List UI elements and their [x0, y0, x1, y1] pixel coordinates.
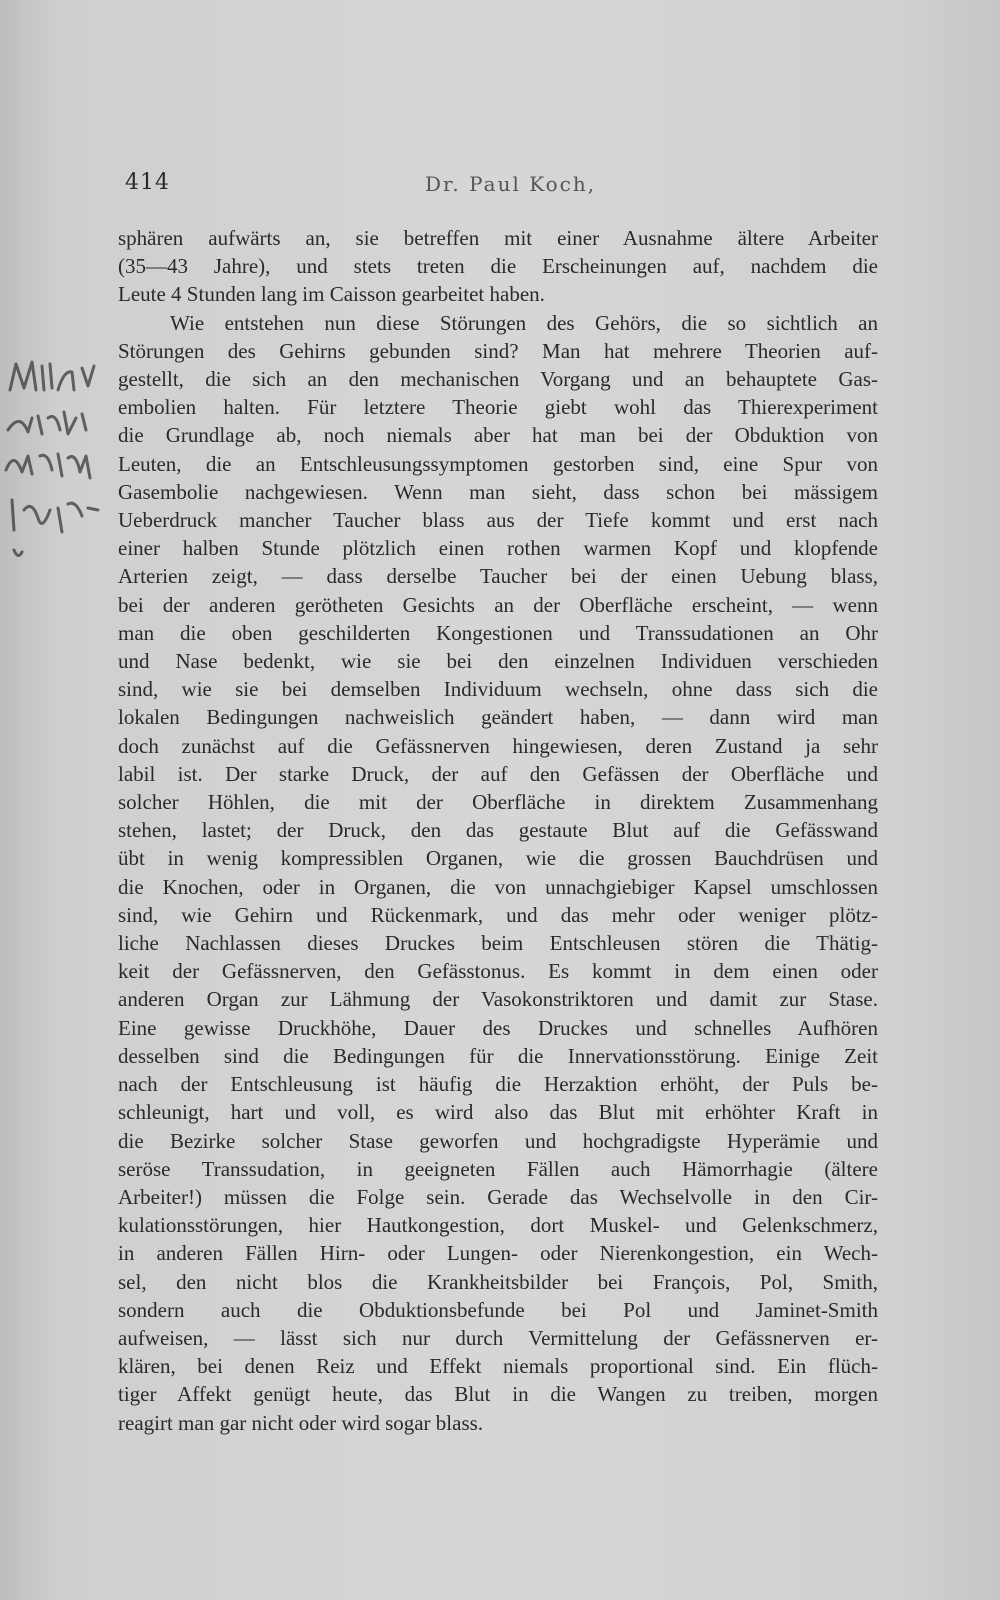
text-line: Arterien zeigt, — dass derselbe Taucher bei der einen Uebung blass, [118, 564, 878, 589]
text-line: lokalen Bedingungen nachweislich geändert haben, — dann wird man [118, 705, 878, 730]
text-line: sind, wie sie bei demselben Individuum wechseln, ohne dass sich die [118, 677, 878, 702]
text-line: in anderen Fällen Hirn- oder Lungen- oder Nierenkongestion, ein Wech- [118, 1241, 878, 1266]
text-line: Wie entstehen nun diese Störungen des Gehörs, die so sichtlich an [170, 310, 878, 335]
text-line: aufweisen, — lässt sich nur durch Vermittelung der Gefässnerven er- [118, 1325, 878, 1350]
text-line: übt in wenig kompressiblen Organen, wie die grossen Bauchdrüsen und [118, 846, 878, 871]
text-line: sphären aufwärts an, sie betreffen mit einer Ausnahme ältere Arbeiter [118, 226, 878, 250]
text-line: die Bezirke solcher Stase geworfen und hochgradigste Hyperämie und [118, 1128, 878, 1153]
text-line: Arbeiter!) müssen die Folge sein. Gerade das Wechselvolle in den Cir- [118, 1184, 878, 1209]
page-header [125, 170, 885, 200]
text-line: doch zunächst auf die Gefässnerven hingewiesen, deren Zustand ja sehr [118, 733, 878, 758]
text-line: Leuten, die an Entschleusungssymptomen gestorben sind, eine Spur von [118, 451, 878, 476]
text-line: Gasembolie nachgewiesen. Wenn man sieht, dass schon bei mässigem [118, 479, 878, 504]
text-line: nach der Entschleusung ist häufig die Herzaktion erhöht, der Puls be- [118, 1072, 878, 1097]
text-line: Leute 4 Stunden lang im Caisson gearbeitet haben. [118, 282, 545, 307]
text-line: kulationsstörungen, hier Hautkongestion, dort Muskel- und Gelenkschmerz, [118, 1213, 878, 1238]
text-line: keit der Gefässnerven, den Gefässtonus. Es kommt in dem einen oder [118, 959, 878, 984]
text-line: embolien halten. Für letztere Theorie giebt wohl das Thierexperiment [118, 395, 878, 420]
text-line: sel, den nicht blos die Krankheitsbilder bei François, Pol, Smith, [118, 1269, 878, 1294]
text-line: desselben sind die Bedingungen für die Innervationsstörung. Einige Zeit [118, 1043, 878, 1068]
text-line: (35—43 Jahre), und stets treten die Erscheinungen auf, nachdem die [118, 254, 878, 279]
text-line: reagirt man gar nicht oder wird sogar blass. [118, 1410, 484, 1435]
handwritten-margin-note [2, 360, 112, 590]
text-line: die Knochen, oder in Organen, die von unnachgiebiger Kapsel umschlossen [118, 874, 878, 899]
text-line: seröse Transsudation, in geeigneten Fällen auch Hämorrhagie (ältere [118, 1156, 878, 1181]
text-line: man die oben geschilderten Kongestionen und Transsudationen an Ohr [118, 620, 878, 645]
text-line: gestellt, die sich an den mechanischen Vorgang und an behauptete Gas- [118, 367, 878, 392]
text-line: anderen Organ zur Lähmung der Vasokonstriktoren und damit zur Stase. [118, 987, 878, 1012]
text-line: Eine gewisse Druckhöhe, Dauer des Druckes und schnelles Aufhören [118, 1015, 878, 1040]
text-line: labil ist. Der starke Druck, der auf den Gefässen der Oberfläche und [118, 761, 878, 786]
page-number: 414 [125, 170, 170, 195]
text-line: stehen, lastet; der Druck, den das gestaute Blut auf die Gefässwand [118, 818, 878, 843]
text-line: tiger Affekt genügt heute, das Blut in die Wangen zu treiben, morgen [118, 1382, 878, 1407]
body-text [118, 224, 878, 1437]
text-line: bei der anderen gerötheten Gesichts an der Oberfläche erscheint, — wenn [118, 592, 878, 617]
text-line: Ueberdruck mancher Taucher blass aus der Tiefe kommt und erst nach [118, 508, 878, 533]
text-line: solcher Höhlen, die mit der Oberfläche in direktem Zusammenhang [118, 790, 878, 815]
text-line: klären, bei denen Reiz und Effekt niemals proportional sind. Ein flüch- [118, 1354, 878, 1379]
handwritten-annotation-image [2, 360, 112, 590]
text-line: und Nase bedenkt, wie sie bei den einzelnen Individuen verschieden [118, 649, 878, 674]
text-line: schleunigt, hart und voll, es wird also das Blut mit erhöhter Kraft in [118, 1100, 878, 1125]
text-line: sind, wie Gehirn und Rückenmark, und das mehr oder weniger plötz- [118, 902, 878, 927]
text-line: liche Nachlassen dieses Druckes beim Entschleusen stören die Thätig- [118, 931, 878, 956]
text-line: Störungen des Gehirns gebunden sind? Man hat mehrere Theorien auf- [118, 338, 878, 363]
text-line: sondern auch die Obduktionsbefunde bei Pol und Jaminet-Smith [118, 1297, 878, 1322]
running-head: Dr. Paul Koch, [425, 172, 597, 196]
text-line: die Grundlage ab, noch niemals aber hat man bei der Obduktion von [118, 423, 878, 448]
text-line: einer halben Stunde plötzlich einen rothen warmen Kopf und klopfende [118, 536, 878, 561]
